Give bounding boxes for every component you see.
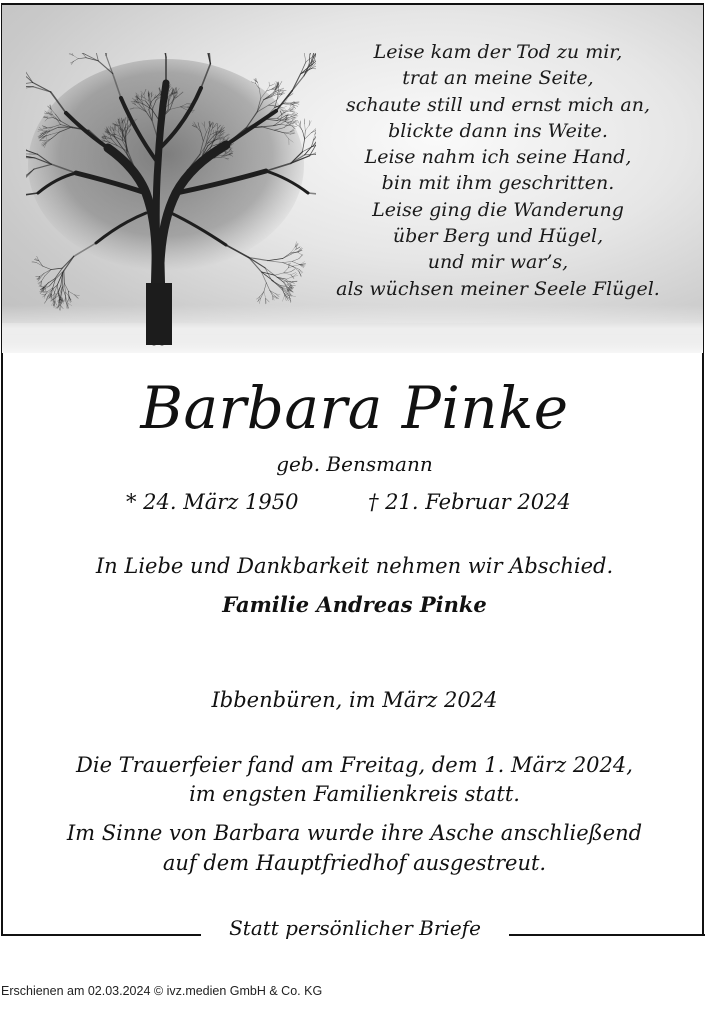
footer-note: Statt persönlicher Briefe xyxy=(229,916,481,940)
poem-line: Leise nahm ich seine Hand, xyxy=(364,146,632,169)
service-line-1: Die Trauerfeier fand am Freitag, dem 1. März 2024, xyxy=(76,753,633,777)
service-line-3: Im Sinne von Barbara wurde ihre Asche anschließend xyxy=(66,821,643,845)
poem-line: trat an meine Seite, xyxy=(402,67,594,90)
place-date: Ibbenbüren, im März 2024 xyxy=(211,688,498,712)
header-image xyxy=(2,5,703,353)
poem-line: und mir war’s, xyxy=(427,251,569,274)
publication-credit: Erschienen am 02.03.2024 © ivz.medien GmbH & Co. KG xyxy=(1,984,323,998)
poem-line: Leise kam der Tod zu mir, xyxy=(373,41,623,63)
death-date: † 21. Februar 2024 xyxy=(368,490,571,514)
service-line-4: auf dem Hauptfriedhof ausgestreut. xyxy=(162,851,547,875)
farewell-text: In Liebe und Dankbarkeit nehmen wir Abschied. xyxy=(95,554,614,578)
birth-date: * 24. März 1950 xyxy=(126,490,299,514)
poem-line: Leise ging die Wanderung xyxy=(372,198,624,221)
winter-tree-icon xyxy=(26,53,316,348)
poem-line: blickte dann ins Weite. xyxy=(388,119,608,142)
deceased-name: Barbara Pinke xyxy=(140,374,569,442)
poem-line: über Berg und Hügel, xyxy=(392,225,604,248)
bottom-rule-left xyxy=(1,934,201,936)
family-name: Familie Andreas Pinke xyxy=(222,592,487,617)
poem-line: schaute still und ernst mich an, xyxy=(345,93,651,116)
bottom-rule-right xyxy=(509,934,705,936)
poem xyxy=(320,39,676,302)
birth-name: geb. Bensmann xyxy=(276,452,433,476)
poem-line: als wüchsen meiner Seele Flügel. xyxy=(336,277,660,300)
poem-line: bin mit ihm geschritten. xyxy=(381,172,615,195)
service-line-2: im engsten Familienkreis statt. xyxy=(189,782,520,806)
